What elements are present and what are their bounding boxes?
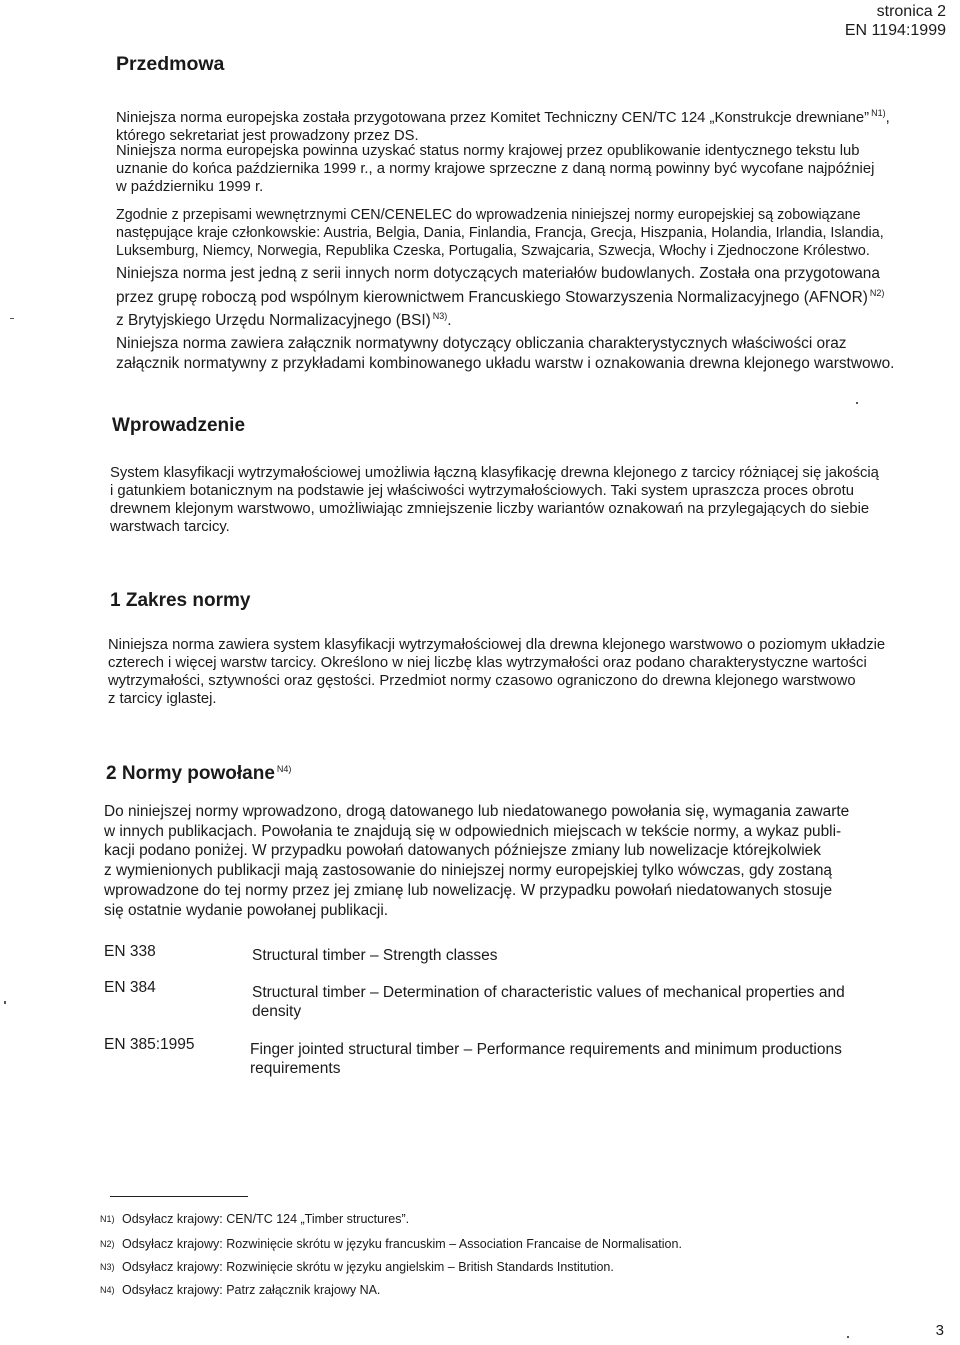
reference-title [252,946,952,965]
reference-title [252,983,952,1021]
text-line: czterech i więcej warstw tarcicy. Określono w niej liczbę klas wytrzymałości oraz podano charakterystyczne wartości [108,655,867,671]
reference-code: EN 384 [104,979,156,996]
text-line: załącznik normatywny z przykładami kombinowanego układu warstw i oznakowania drewna klejonego warstwowo. [116,354,895,372]
scan-speck [847,1336,849,1338]
footnote-text: Odsyłacz krajowy: Rozwinięcie skrótu w języku francuskim – Association Francaise de Normalisation. [122,1237,682,1251]
text-line: wytrzymałości, sztywności oraz gęstości. Przedmiot normy czasowo ograniczono do drewna klejonego warstwowo [108,673,856,689]
section-2-paragraph [104,802,956,920]
text-line: w październiku 1999 r. [116,179,264,195]
reference-code: EN 385:1995 [104,1036,195,1053]
footnote-mark: N3) [100,1262,115,1272]
footnote-mark: N1) [100,1214,115,1224]
section-1-heading: 1 Zakres normy [110,590,251,611]
standard-id: EN 1194:1999 [844,22,946,39]
text-line: Niniejsza norma zawiera załącznik normatywny dotyczący obliczania charakterystycznych właściwości oraz [116,335,847,352]
preface-paragraph-1 [116,104,956,145]
text-line: requirements [250,1060,341,1077]
text-line: Structural timber – Determination of characteristic values of mechanical properties and [252,984,845,1001]
page-header [845,2,946,40]
text-line: drewnem klejonym warstwowo, umożliwiając zmniejszenie liczby wariantów oznakowań na przylegających do siebie [110,501,870,517]
footnote-mark: N2) [100,1239,115,1249]
preface-heading: Przedmowa [116,53,225,75]
footnote-text: Odsyłacz krajowy: Rozwinięcie skrótu w języku angielskim – British Standards Institution. [122,1260,614,1274]
text-line: z Brytyjskiego Urzędu Normalizacyjnego (BSI) $^{N3)}$. [116,311,452,330]
section-2-heading: 2 Normy powołane $^{N4)}$ [106,763,292,784]
footnote-ref: N2) [869,287,885,298]
preface-paragraph-2 [116,142,956,196]
text-line: warstwach tarcicy. [110,519,230,535]
text-line: Finger jointed structural timber – Performance requirements and minimum productions [250,1041,842,1058]
footnote-ref: N3) [432,311,448,322]
page-label: stronica 2 [876,3,946,20]
text-line: Niniejsza norma europejska została przygotowana przez Komitet Techniczny CEN/TC 124 „Konstrukcje drewniane” $^{N1)}$, [116,108,890,126]
text-line: Structural timber – Strength classes [252,947,498,964]
text-line: którego sekretariat jest prowadzony przez DS. [116,127,419,144]
text-line: Niniejsza norma europejska powinna uzyskać status normy krajowej przez opublikowanie identycznego tekstu lub [116,143,860,159]
text-line: i gatunkiem botanicznym na podstawie jej właściwości wytrzymałościowych. Taki system upraszcza proces obrotu [110,483,854,499]
footnote-text: Odsyłacz krajowy: CEN/TC 124 „Timber structures”. [122,1212,410,1226]
text-line: Niniejsza norma zawiera system klasyfikacji wytrzymałościowej dla drewna klejonego warstwowo o poziomym układzie [108,637,886,653]
scan-speck [4,1001,6,1004]
footnote-mark: N4) [100,1285,115,1295]
text-line: Luksemburg, Niemcy, Norwegia, Republika Czeska, Portugalia, Szwajcaria, Szwecja, Włochy i Zjednoczone Królestwo. [116,243,870,259]
reference-title [250,1040,954,1078]
text-line: wprowadzone do tej normy przez jej zmianę lub nowelizację. W przypadku powołań niedatowanych stosuje [104,881,833,899]
scan-speck [10,318,14,319]
text-line: z tarcicy iglastej. [108,691,217,707]
section-1-paragraph [108,636,956,708]
scan-speck [856,402,858,404]
footnote-ref: N4) [276,763,292,774]
footnote [100,1236,682,1252]
footnote [100,1211,409,1227]
text-line: przez grupę roboczą pod wspólnym kierownictwem Francuskiego Stowarzyszenia Normalizacyjnego (AFNOR) $^{N2)}$ [116,287,885,306]
text-line: w innych publikacjach. Powołania te znajdują się w odpowiednich miejscach w tekście normy, a wykaz publi- [104,822,842,840]
page-number: 3 [935,1322,944,1339]
text-line: Do niniejszej normy wprowadzono, drogą datowanego lub niedatowanego powołania się, wymagania zawarte [104,803,850,820]
text-line: z wymienionych publikacji mają zastosowanie do niniejszej normy europejskiej tylko wówczas, gdy zostaną [104,862,832,880]
reference-code: EN 338 [104,943,156,960]
preface-paragraph-4 [116,264,956,331]
text-line: uznanie do końca października 1999 r., a normy krajowe sprzeczne z daną normą powinny być wycofane najpóźniej [116,161,875,177]
footnote-text: Odsyłacz krajowy: Patrz załącznik krajowy NA. [122,1283,381,1297]
footnote [100,1282,380,1298]
text-line: Niniejsza norma jest jedną z serii innych norm dotyczących materiałów budowlanych. Została ona przygotowana [116,265,880,282]
footnote-separator [110,1196,248,1197]
footnote-ref: N1) [871,108,886,118]
text-line: density [252,1003,302,1020]
preface-paragraph-3 [116,206,956,260]
text-line: System klasyfikacji wytrzymałościowej umożliwia łączną klasyfikację drewna klejonego z tarcicy różniącej się jakością [110,465,879,481]
preface-paragraph-5 [116,334,956,373]
text-line: następujące kraje członkowskie: Austria, Belgia, Dania, Finlandia, Francja, Grecja, Hiszpania, Holandia, Irlandia, Islandia, [116,225,884,241]
text-line: kacji podano poniżej. W przypadku powołań datowanych późniejsze zmiany lub nowelizacje którejkolwiek [104,842,821,860]
introduction-paragraph [110,464,956,536]
text-line: się ostatnie wydanie powołanej publikacji. [104,901,389,919]
introduction-heading: Wprowadzenie [112,415,246,436]
footnote [100,1259,614,1275]
text-line: Zgodnie z przepisami wewnętrznymi CEN/CENELEC do wprowadzenia niniejszej normy europejskiej są zobowiązane [116,207,861,223]
